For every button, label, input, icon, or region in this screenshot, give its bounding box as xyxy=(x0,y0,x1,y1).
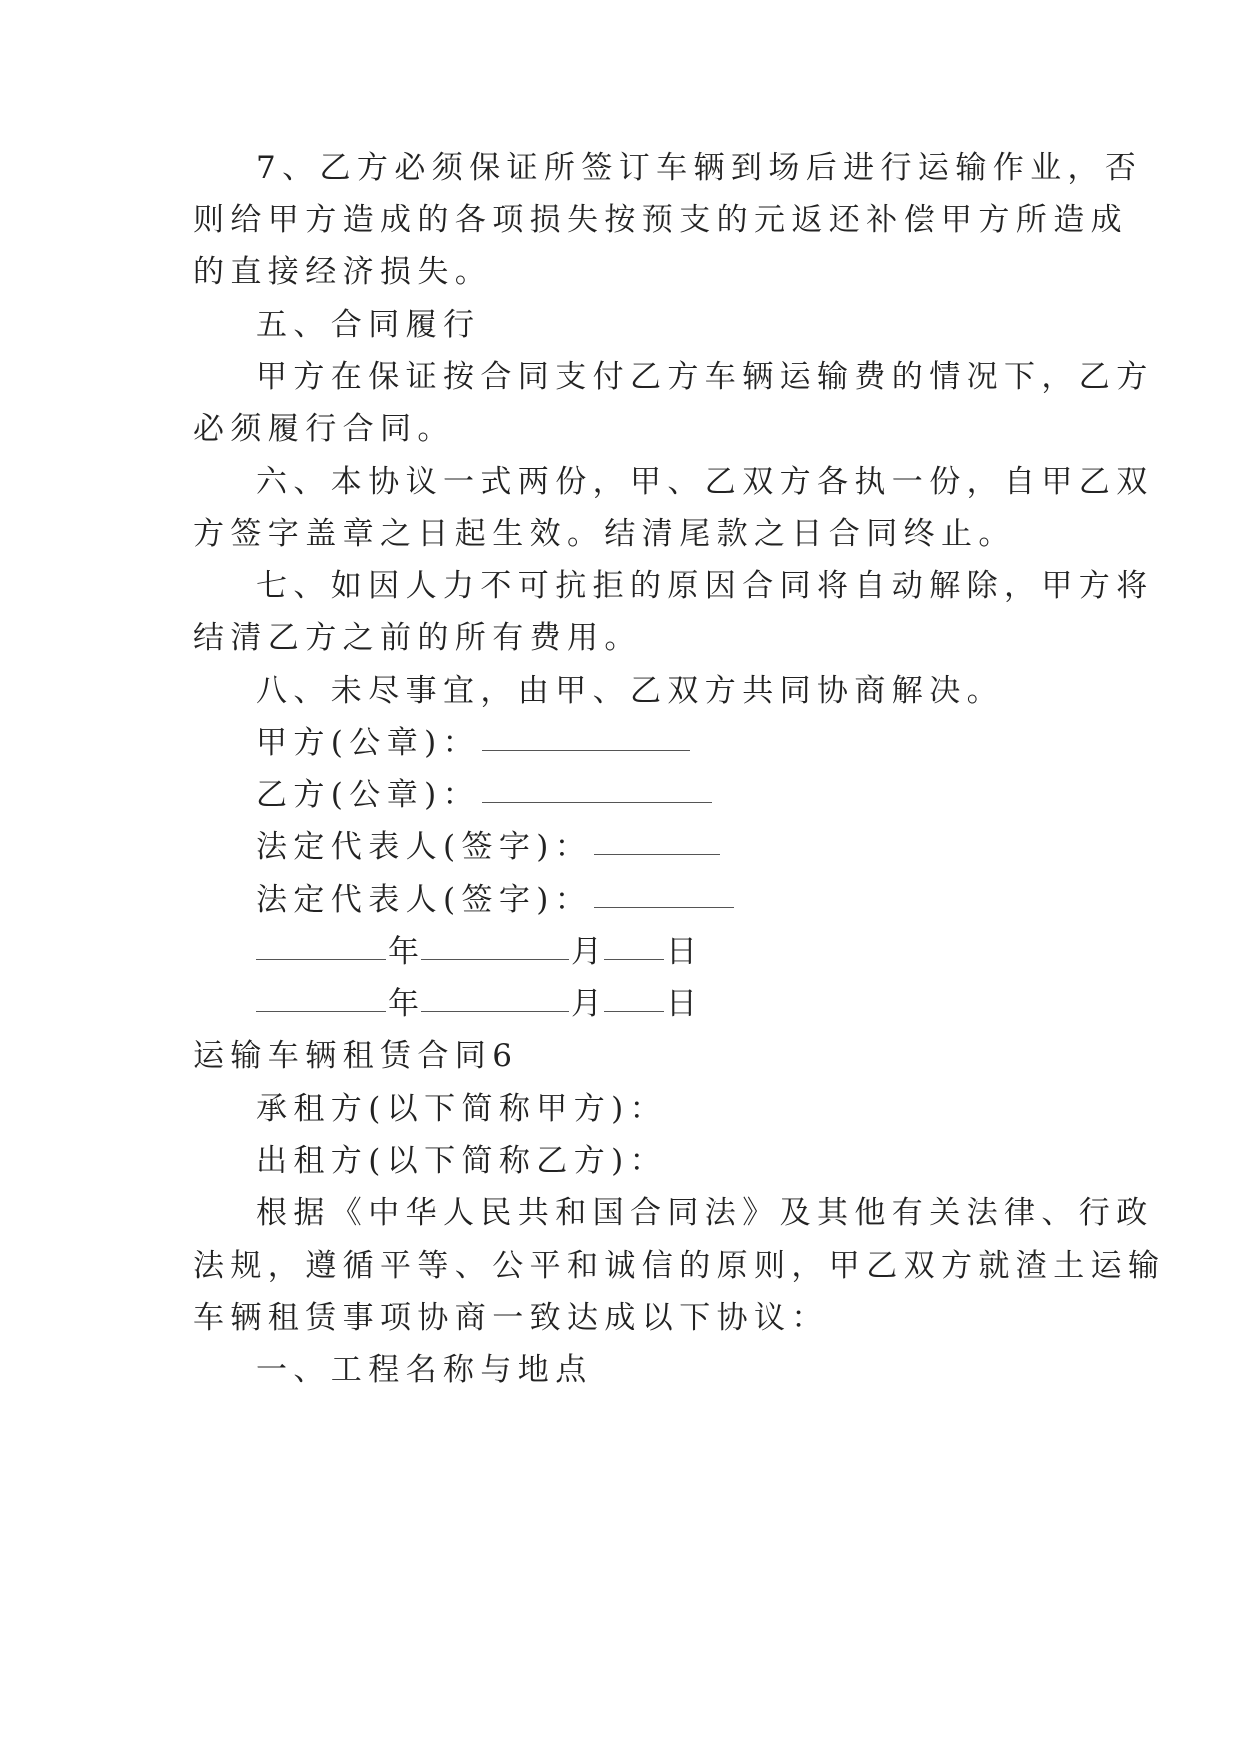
preamble-line-3: 车辆租赁事项协商一致达成以下协议： xyxy=(193,1300,829,1336)
party-b-seal-row xyxy=(256,775,1116,815)
legal-rep-1-row xyxy=(256,827,1116,867)
section-7-line-1: 七、如因人力不可抗拒的原因合同将自动解除，甲方将 xyxy=(256,568,1154,604)
date-2-day-blank xyxy=(604,1009,664,1012)
paragraph-7-line-2: 则给甲方造成的各项损失按预支的元返还补偿甲方所造成 xyxy=(193,202,1128,238)
legal-rep-2-row xyxy=(256,880,1116,920)
date-2-day-label: 日 xyxy=(666,986,697,1022)
contract-6-title: 运输车辆租赁合同6 xyxy=(193,1038,519,1074)
date-1-month-blank xyxy=(421,957,569,960)
date-1-year-label: 年 xyxy=(388,934,419,970)
lessee-line: 承租方(以下简称甲方)： xyxy=(256,1091,667,1127)
date-2-year-label: 年 xyxy=(388,986,419,1022)
section-5-text-line-2: 必须履行合同。 xyxy=(193,411,455,447)
date-1-day-blank xyxy=(604,957,664,960)
date-row-1 xyxy=(256,932,1116,972)
date-1-month-label: 月 xyxy=(571,934,602,970)
preamble-line-2: 法规，遵循平等、公平和诚信的原则，甲乙双方就渣土运输 xyxy=(193,1248,1166,1284)
date-2-month-blank xyxy=(421,1009,569,1012)
party-a-seal-label: 甲方(公章)： xyxy=(256,725,480,761)
party-a-seal-row xyxy=(256,723,1116,763)
section-5-heading: 五、合同履行 xyxy=(256,307,481,343)
date-row-2 xyxy=(256,984,1116,1024)
legal-rep-1-label: 法定代表人(签字)： xyxy=(256,829,593,865)
party-b-seal-blank xyxy=(482,800,712,803)
date-2-year-blank xyxy=(256,1009,386,1012)
legal-rep-2-label: 法定代表人(签字)： xyxy=(256,882,593,918)
legal-rep-2-blank xyxy=(594,905,734,908)
section-1-heading: 一、工程名称与地点 xyxy=(256,1352,593,1388)
section-5-text-line-1: 甲方在保证按合同支付乙方车辆运输费的情况下，乙方 xyxy=(256,359,1154,395)
preamble-line-1: 根据《中华人民共和国合同法》及其他有关法律、行政 xyxy=(256,1195,1154,1231)
paragraph-7-line-1: 7、乙方必须保证所签订车辆到场后进行运输作业，否 xyxy=(256,150,1143,186)
section-8-text: 八、未尽事宜，由甲、乙双方共同协商解决。 xyxy=(256,673,1004,709)
date-1-year-blank xyxy=(256,957,386,960)
paragraph-7-line-3: 的直接经济损失。 xyxy=(193,254,493,290)
date-2-month-label: 月 xyxy=(571,986,602,1022)
section-6-line-2: 方签字盖章之日起生效。结清尾款之日合同终止。 xyxy=(193,516,1016,552)
lessor-line: 出租方(以下简称乙方)： xyxy=(256,1143,667,1179)
party-a-seal-blank xyxy=(482,748,690,751)
date-1-day-label: 日 xyxy=(666,934,697,970)
section-6-line-1: 六、本协议一式两份，甲、乙双方各执一份，自甲乙双 xyxy=(256,464,1154,500)
party-b-seal-label: 乙方(公章)： xyxy=(256,777,480,813)
section-7-line-2: 结清乙方之前的所有费用。 xyxy=(193,620,642,656)
legal-rep-1-blank xyxy=(594,852,720,855)
